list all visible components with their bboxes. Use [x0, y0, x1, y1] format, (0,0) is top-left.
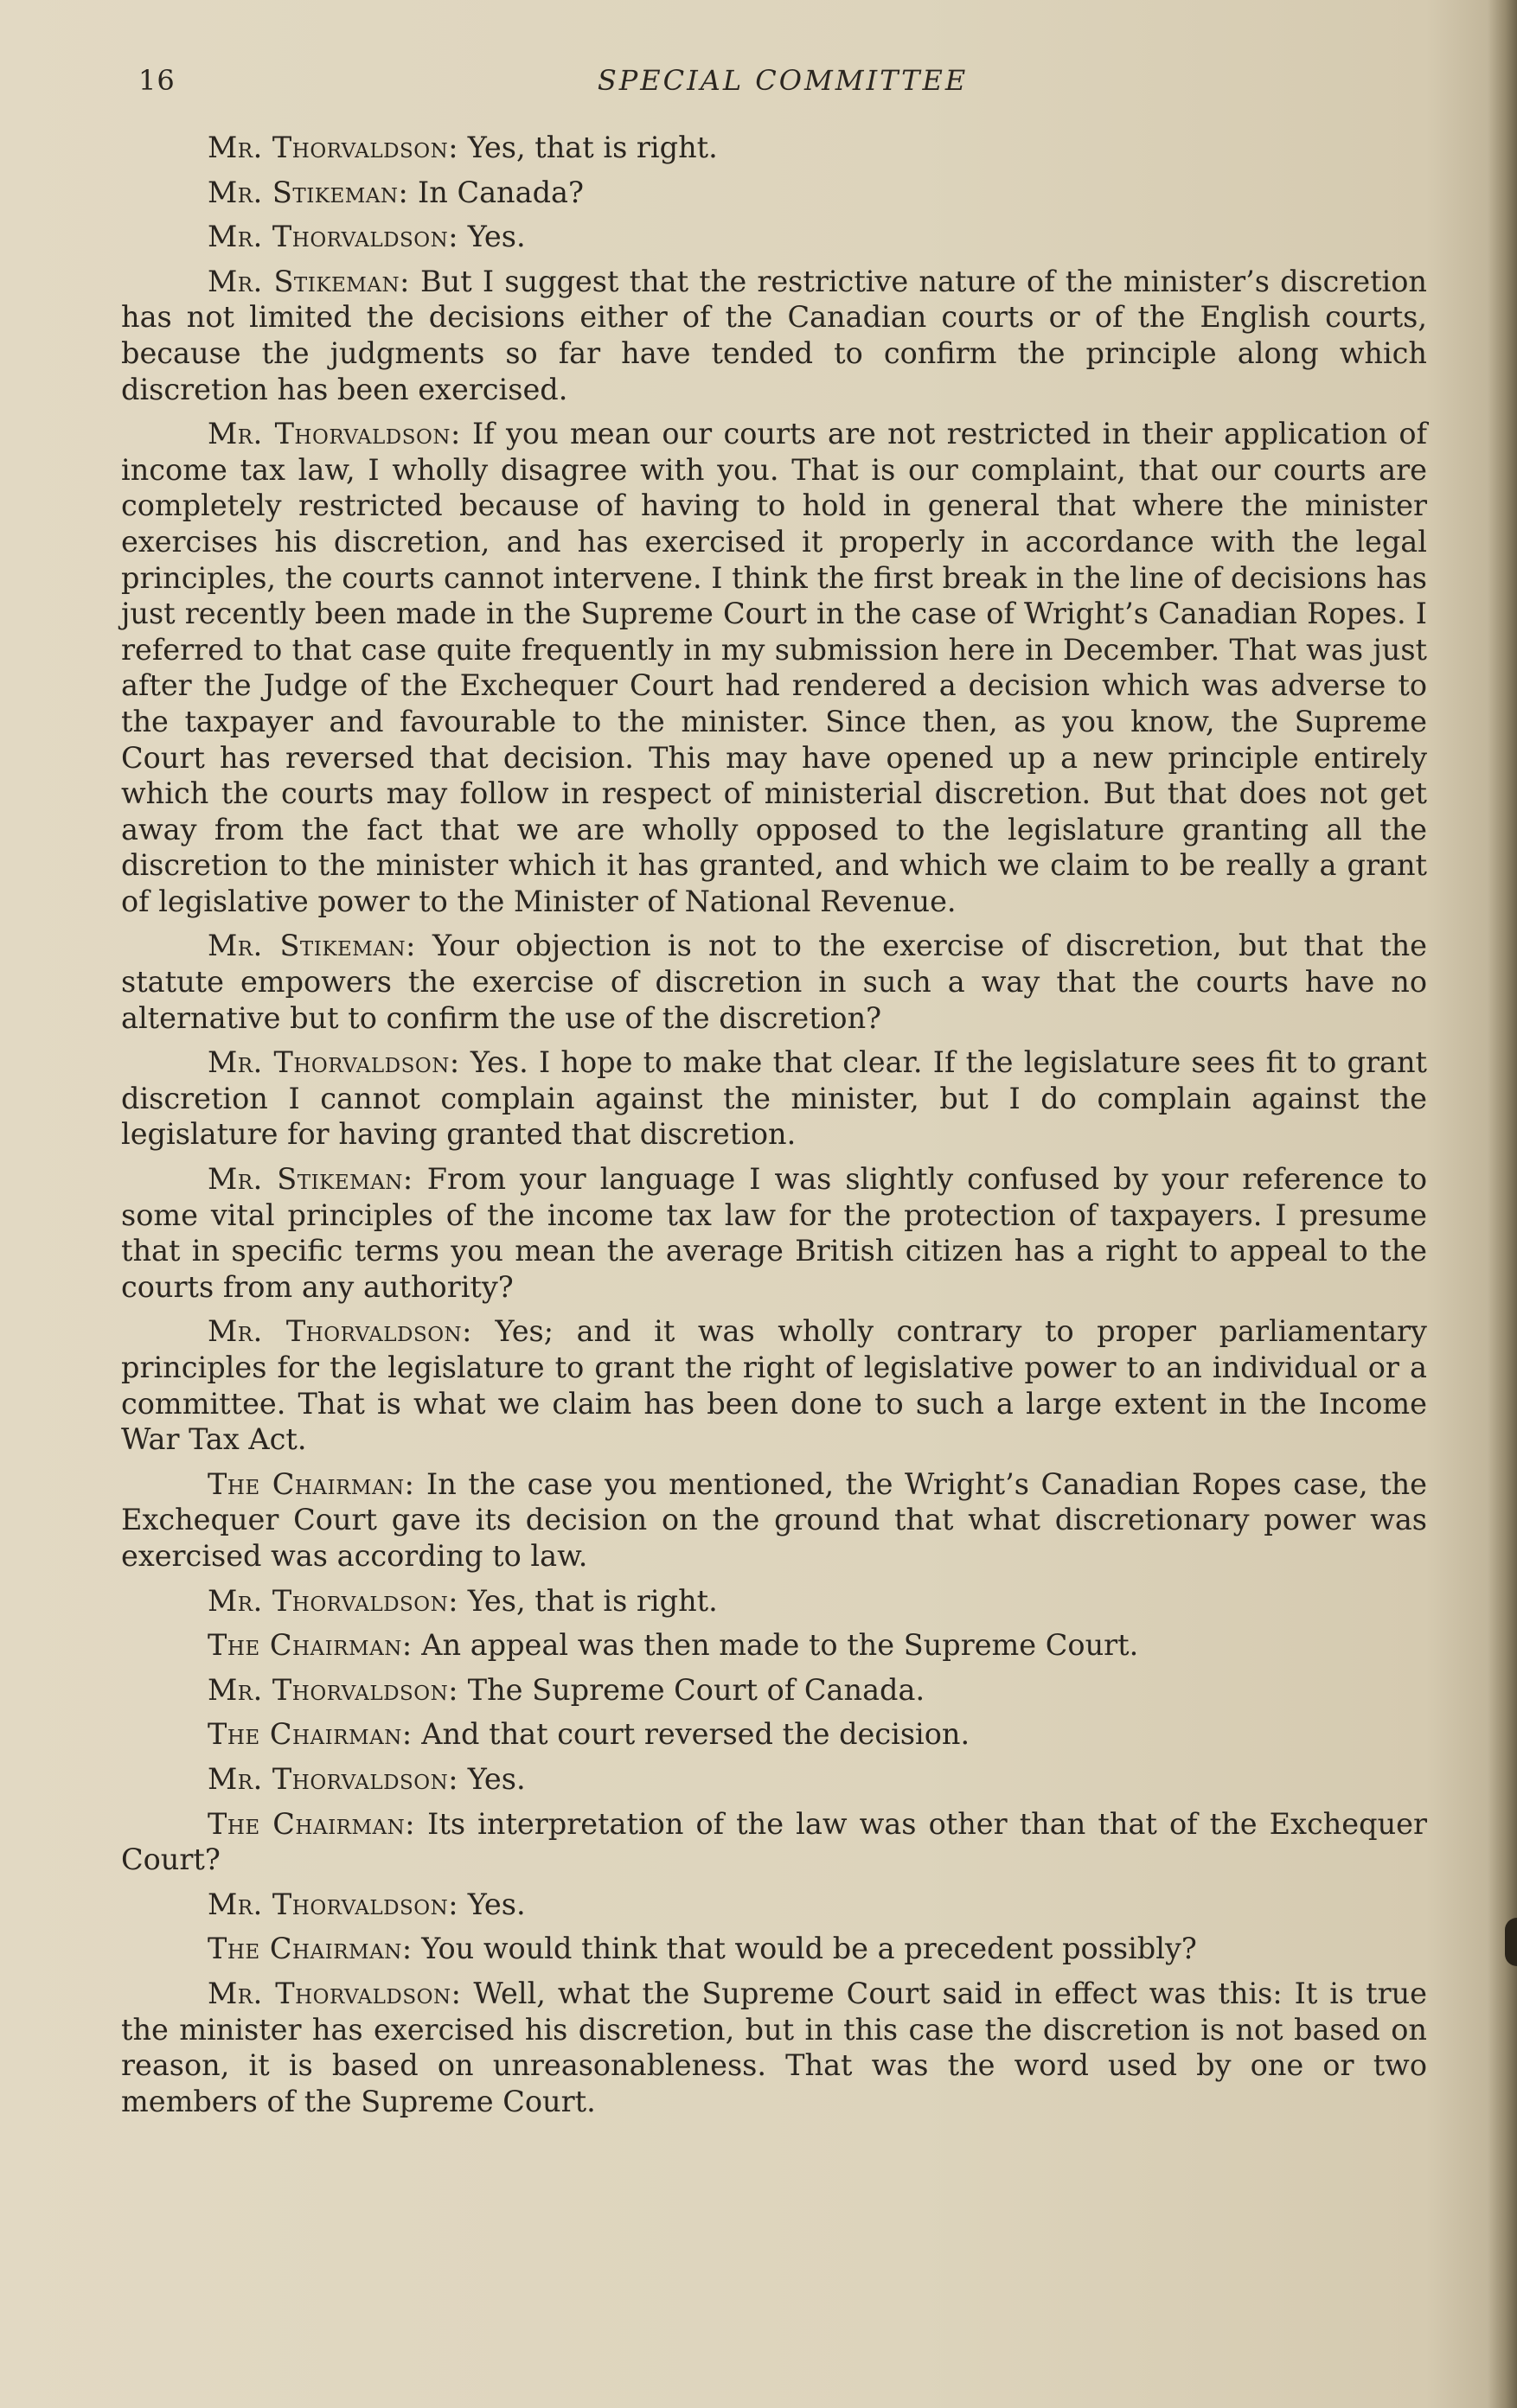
running-head: SPECIAL COMMITTEE: [597, 64, 969, 97]
transcript-paragraph: [121, 264, 1427, 407]
transcript-paragraph: [121, 1466, 1427, 1574]
speaker-name: Mr. Stikeman:: [208, 264, 410, 298]
speaker-name: The Chairman:: [208, 1717, 413, 1752]
transcript-paragraph: [121, 1716, 1427, 1753]
speaker-name: Mr. Stikeman:: [208, 175, 409, 209]
speaker-name: The Chairman:: [208, 1466, 415, 1501]
speech-text: Yes, that is right.: [458, 131, 718, 164]
speaker-name: Mr. Thorvaldson:: [208, 1672, 459, 1707]
speaker-name: Mr. Thorvaldson:: [208, 1887, 459, 1921]
speech-text: From your language I was slightly confused by your reference to some vital principles of the income tax law for the protection of taxpayers. I presume that in specific terms you mean the average British citizen has a right to appeal to the courts from any authority?: [121, 1162, 1428, 1304]
speech-text: Your objection is not to the exercise of discretion, but that the statute empowers the exercise of discretion in such a way that the courts have no alternative but to confirm the use of the discretion?: [121, 929, 1427, 1035]
transcript-paragraph: [121, 1583, 1427, 1619]
speaker-name: The Chairman:: [208, 1806, 416, 1841]
transcript-paragraph: [121, 1313, 1427, 1457]
speaker-name: Mr. Thorvaldson:: [208, 1314, 472, 1349]
speaker-name: Mr. Thorvaldson:: [208, 1761, 459, 1796]
speaker-name: Mr. Thorvaldson:: [208, 417, 461, 451]
transcript-paragraph: [121, 1044, 1427, 1153]
speech-text: Yes, that is right.: [458, 1583, 718, 1618]
speech-text: You would think that would be a precedent possibly?: [412, 1932, 1197, 1966]
speaker-name: The Chairman:: [208, 1628, 413, 1663]
transcript-paragraph: [121, 1806, 1427, 1878]
page-number: 16: [138, 64, 176, 97]
speaker-name: Mr. Thorvaldson:: [208, 1583, 459, 1618]
page-edge-shadow: [1488, 0, 1517, 2408]
speech-text: In the case you mentioned, the Wright’s Canadian Ropes case, the Exchequer Court gave its decision on the ground that what discretionary power was exercised was according to law.: [121, 1466, 1427, 1573]
transcript-paragraph: [121, 928, 1427, 1036]
speaker-name: The Chairman:: [208, 1932, 413, 1966]
transcript-paragraph: [121, 1672, 1427, 1709]
speech-text: In Canada?: [408, 175, 584, 209]
speech-text: Yes.: [458, 1887, 526, 1921]
speech-text: Its interpretation of the law was other than that of the Exchequer Court?: [121, 1806, 1427, 1877]
speaker-name: Mr. Stikeman:: [208, 929, 416, 963]
transcript-body: [121, 130, 1427, 2128]
speech-text: Yes; and it was wholly contrary to proper parliamentary principles for the legislature to grant the right of legislative power to an individual or a committee. That is what we claim has been done to such a large extent in the Income War Tax Act.: [121, 1314, 1427, 1457]
transcript-paragraph: [121, 1627, 1427, 1664]
speech-text: Yes.: [458, 220, 526, 254]
speech-text: Yes. I hope to make that clear. If the legislature sees fit to grant discretion I cannot complain against the minister, but I do complain against the legislature for having granted that discretion.: [121, 1045, 1427, 1152]
speaker-name: Mr. Stikeman:: [208, 1162, 413, 1197]
transcript-paragraph: [121, 1931, 1427, 1967]
page-header: [138, 64, 1427, 107]
transcript-paragraph: [121, 1976, 1427, 2119]
transcript-paragraph: [121, 175, 1427, 211]
speech-text: If you mean our courts are not restricted in their application of income tax law, I wholly disagree with you. That is our complaint, that our courts are completely restricted because of having to hold in general that where the minister exercises his discretion, and has exercised it properly in accordance with the legal principles, the courts cannot intervene. I think the first break in the line of decisions has just recently been made in the Supreme Court in the case of Wright’s Canadian Ropes. I referred to that case quite frequently in my submission here in December. That was just after the Judge of the Exchequer Court had rendered a decision which was adverse to the taxpayer and favourable to the minister. Since then, as you know, the Supreme Court has reversed that decision. This may have opened up a new principle entirely which the courts may follow in respect of ministerial discretion. But that does not get away from the fact that we are wholly opposed to the legislature granting all the discretion to the minister which it has granted, and which we claim to be really a grant of legislative power to the Minister of National Revenue.: [121, 417, 1427, 918]
speaker-name: Mr. Thorvaldson:: [208, 131, 459, 164]
speech-text: The Supreme Court of Canada.: [458, 1672, 925, 1707]
speaker-name: Mr. Thorvaldson:: [208, 1045, 460, 1080]
transcript-paragraph: [121, 1761, 1427, 1798]
binding-mark: [1505, 1918, 1517, 1966]
transcript-paragraph: [121, 130, 1427, 166]
transcript-paragraph: [121, 1887, 1427, 1923]
speech-text: An appeal was then made to the Supreme Court.: [412, 1628, 1139, 1663]
transcript-paragraph: [121, 416, 1427, 919]
speaker-name: Mr. Thorvaldson:: [208, 1976, 462, 2010]
speech-text: But I suggest that the restrictive nature of the minister’s discretion has not limited the decisions either of the Canadian courts or of the English courts, because the judgments so far have tended to confirm the principle along which discretion has been exercised.: [121, 264, 1427, 406]
speech-text: And that court reversed the decision.: [412, 1717, 970, 1752]
transcript-paragraph: [121, 1161, 1427, 1305]
speech-text: Well, what the Supreme Court said in effect was this: It is true the minister has exercised his discretion, but in this case the discretion is not based on reason, it is based on unreasonableness. That was the word used by one or two members of the Supreme Court.: [121, 1976, 1427, 2118]
speaker-name: Mr. Thorvaldson:: [208, 220, 459, 254]
transcript-paragraph: [121, 219, 1427, 255]
speech-text: Yes.: [458, 1761, 526, 1796]
